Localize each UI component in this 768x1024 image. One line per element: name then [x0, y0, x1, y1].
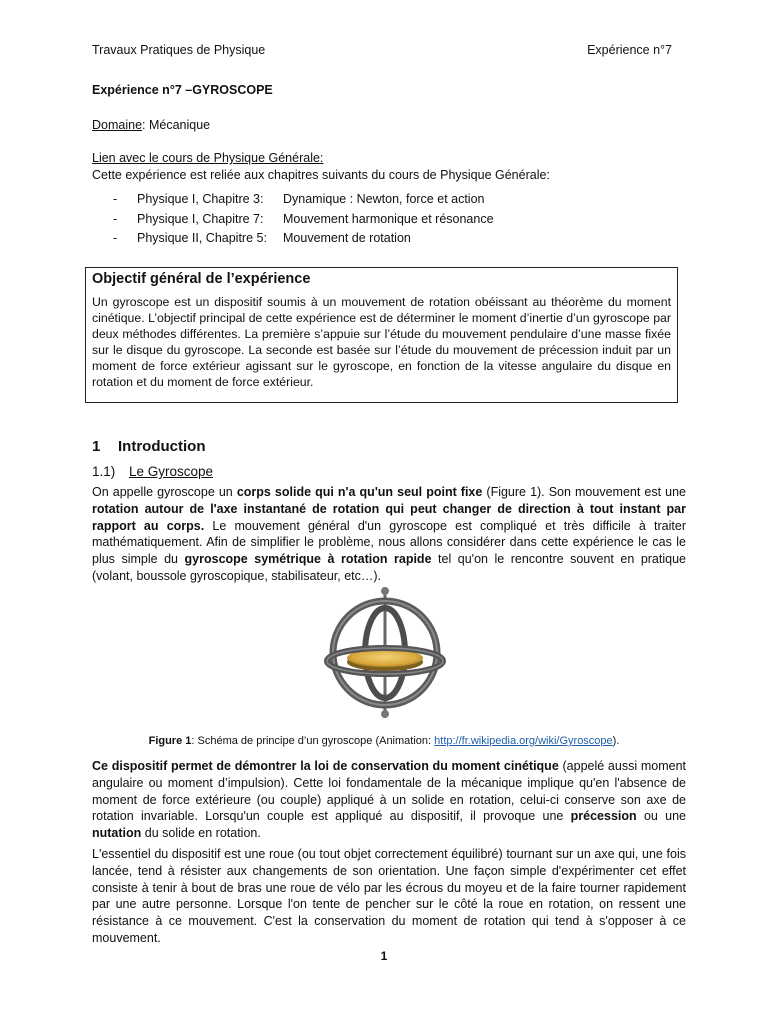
wikipedia-link[interactable]: http://fr.wikipedia.org/wiki/Gyroscope — [434, 735, 613, 747]
text-run: du solide en rotation. — [141, 826, 261, 841]
chapter-ref: Physique II, Chapitre 5: — [137, 231, 267, 245]
list-item — [113, 192, 494, 212]
text-run-bold: Ce dispositif permet de démontrer la loi de conservation du moment cinétique — [92, 759, 559, 773]
bullet-dash: - — [113, 192, 118, 206]
paragraph-gyroscope-definition — [92, 484, 686, 585]
paragraph-conservation — [92, 758, 686, 842]
section-heading-introduction — [92, 438, 205, 455]
section-title: Introduction — [118, 438, 206, 455]
page-number: 1 — [380, 949, 388, 963]
text-run-bold: gyroscope symétrique à rotation rapide — [184, 552, 432, 567]
list-item — [113, 212, 494, 232]
text-run: (Figure 1). Son mouvement est une — [482, 485, 686, 499]
subsection-heading-gyroscope — [92, 464, 213, 479]
objective-box — [85, 267, 678, 403]
domaine-label: Domaine — [92, 118, 143, 132]
header-left: Travaux Pratiques de Physique — [92, 43, 266, 57]
figure-caption-end: ). — [612, 735, 620, 747]
page-header — [92, 43, 672, 57]
objective-heading: Objectif général de l’expérience — [92, 271, 311, 287]
text-run: Le mouvement général d'un gyroscope est compliqué et très difficile à traiter mathématiquement. Afin de simplifier le problème, nous allons considérer dans cette expérience le cas le plus simple du — [92, 518, 686, 567]
chapter-list — [113, 192, 494, 251]
figure-caption — [0, 735, 768, 747]
subsection-number: 1.1) — [92, 464, 116, 479]
document-title: Expérience n°7 –GYROSCOPE — [92, 83, 273, 97]
header-right: Expérience n°7 — [587, 43, 672, 57]
objective-text: Un gyroscope est un dispositif soumis à un mouvement de rotation obéissant au théorème du moment cinétique. L’objectif principal de cette expérience est de déterminer le moment d’inertie d’un gyroscope par deux méthodes différentes. La première s’appuie sur l’étude du mouvement pendulaire d’une masse fixée sur le disque du gyroscope. La seconde est basée sur l’étude du mouvement de précession induit par un moment de force extérieur agissant sur le gyroscope, en fonction de la vitesse angulaire du disque en rotation et du moment de force extérieur. — [92, 295, 671, 390]
bullet-dash: - — [113, 231, 118, 245]
text-run: tel qu'on le rencontre souvent en pratique (volant, boussole gyroscopique, stabilisateur, etc…). — [92, 552, 686, 583]
course-link-intro: Cette expérience est reliée aux chapitres suivants du cours de Physique Générale: — [92, 167, 550, 182]
text-run-bold: nutation — [92, 826, 142, 841]
chapter-ref: Physique I, Chapitre 3: — [137, 192, 264, 206]
text-run-bold: corps solide qui n'a qu'un seul point fixe — [236, 485, 483, 499]
subsection-title: Le Gyroscope — [129, 464, 214, 479]
chapter-topic: Mouvement harmonique et résonance — [283, 211, 494, 226]
text-run: ou une — [636, 809, 686, 824]
text-run: On appelle gyroscope un — [92, 485, 237, 499]
paragraph-essential-device: L'essentiel du dispositif est une roue (ou tout objet correctement équilibré) tournant sur un axe qui, une fois lancée, tend à résister aux changements de son orientation. Une façon simple d'expérimenter cet effet consiste à tenir à bout de bras une roue de vélo par les écrous du moyeu et de la faire tourner rapidement par une autre personne. Lorsque l'on tente de pencher sur le côté la roue en rotation, on ressent une résistance à ce mouvement. C'est la conservation du moment de rotation qui tend à s'opposer à ce mouvement. — [92, 847, 686, 945]
section-number: 1 — [92, 438, 101, 455]
domaine-line — [92, 118, 210, 132]
domaine-value: : Mécanique — [142, 118, 211, 132]
course-link-section — [92, 150, 550, 183]
gyroscope-figure — [321, 585, 451, 720]
list-item — [113, 231, 494, 251]
figure-caption-text: : Schéma de principe d’un gyroscope (Animation: — [191, 735, 435, 747]
bullet-dash: - — [113, 211, 118, 226]
text-run-bold: précession — [570, 809, 637, 824]
chapter-ref: Physique I, Chapitre 7: — [137, 211, 264, 226]
text-run-bold: rotation autour de l'axe instantané de rotation qui peut changer de direction à tout instant par rapport au corps. — [92, 501, 686, 533]
course-link-heading: Lien avec le cours de Physique Générale: — [92, 151, 324, 165]
figure-label: Figure 1 — [148, 735, 192, 747]
chapter-topic: Mouvement de rotation — [283, 231, 411, 245]
chapter-topic: Dynamique : Newton, force et action — [283, 192, 485, 206]
text-run: (appelé aussi moment angulaire ou moment d’impulsion). Cette loi fondamentale de la mécanique implique qu'en l'absence de moment de force extérieure (ou couple) appliqué à un solide en rotation, celui-ci conserve son axe de rotation invariable. Lorsqu'un couple est appliqué au dispositif, il provoque une — [92, 759, 686, 824]
